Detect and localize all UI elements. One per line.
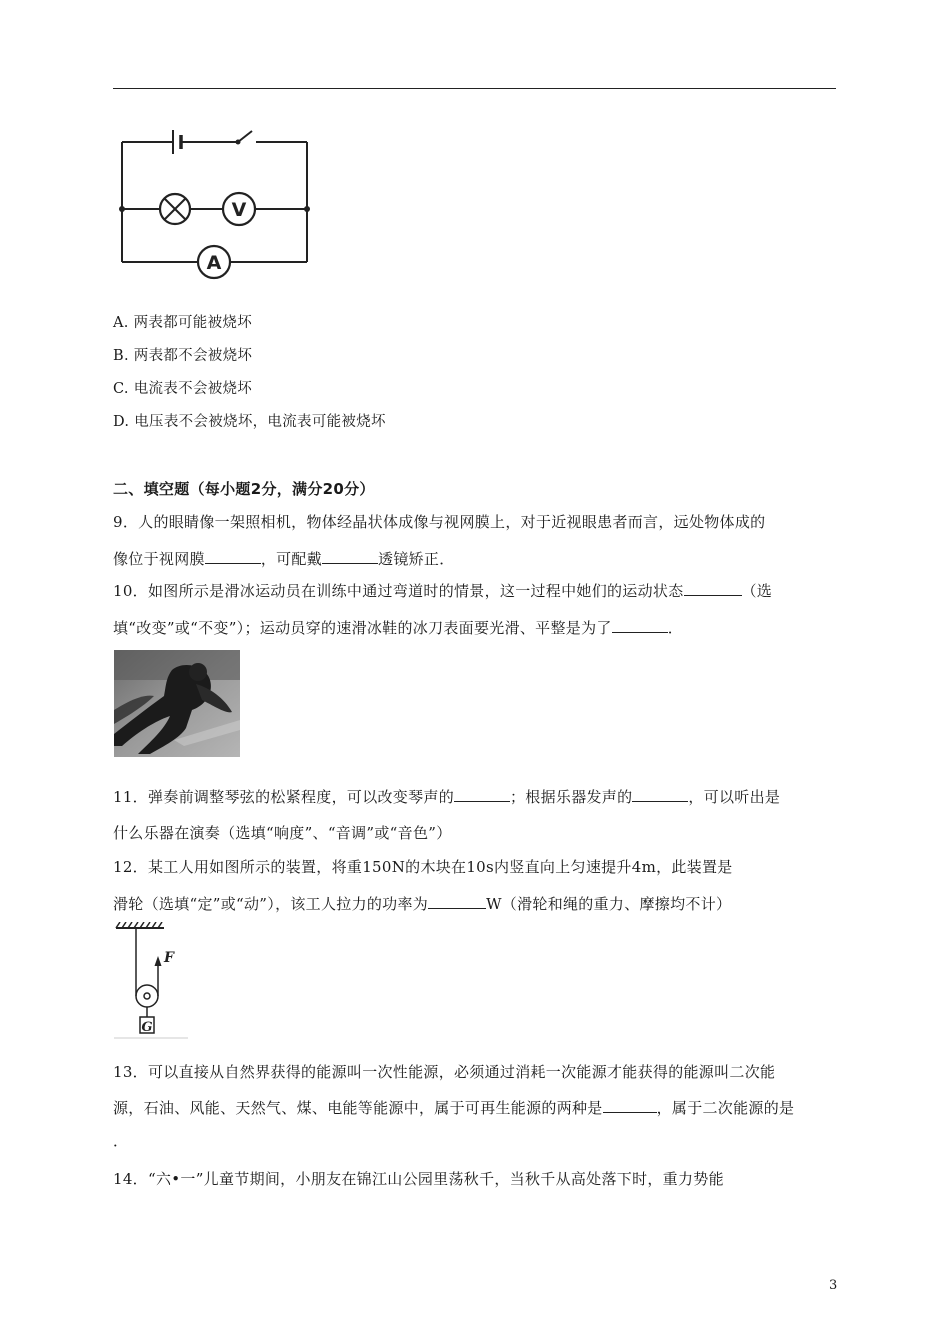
- option-b: B. 两表都不会被烧坏: [113, 348, 253, 364]
- answer-blank[interactable]: [205, 549, 261, 564]
- force-label: F: [164, 950, 174, 966]
- circuit-diagram: [115, 120, 315, 282]
- q10-line1: 10．如图所示是滑冰运动员在训练中通过弯道时的情景，这一过程中她们的运动状态 （选: [113, 582, 773, 600]
- q13-line2: 源，石油、风能、天然气、煤、电能等能源中，属于可再生能源的两种是 ，属于二次能源的是: [113, 1099, 795, 1117]
- q9-line2: 像位于视网膜 ，可配戴 透镜矫正．: [113, 550, 455, 568]
- answer-blank[interactable]: [428, 894, 486, 909]
- q11-line2: 什么乐器在演奏（选填“响度”、“音调”或“音色”）: [113, 824, 452, 842]
- ammeter-label: A: [206, 252, 222, 274]
- answer-blank[interactable]: [454, 787, 510, 802]
- speed-skater-photo: [114, 650, 240, 757]
- option-a: A. 两表都可能被烧坏: [113, 315, 252, 331]
- q13-line1: 13．可以直接从自然界获得的能源叫一次性能源，必须通过消耗一次能源才能获得的能源叫二次能: [113, 1063, 776, 1081]
- answer-blank[interactable]: [603, 1098, 657, 1113]
- answer-blank[interactable]: [684, 581, 742, 596]
- pulley-diagram: [114, 922, 190, 1040]
- q12-line1: 12．某工人用如图所示的装置，将重150N的木块在10s内竖直向上匀速提升4m，此装置是: [113, 858, 733, 876]
- option-c: C. 电流表不会被烧坏: [113, 381, 253, 397]
- lamp-icon: [160, 194, 190, 224]
- page-number: 3: [829, 1278, 838, 1293]
- section-heading: 二、填空题（每小题2分，满分20分）: [113, 480, 375, 498]
- answer-blank[interactable]: [612, 618, 668, 633]
- option-d: D. 电压表不会被烧坏，电流表可能被烧坏: [113, 414, 386, 430]
- answer-blank[interactable]: [632, 787, 688, 802]
- header-rule: [113, 88, 836, 89]
- voltmeter-icon: [223, 193, 255, 225]
- q14-line1: 14．“六•一”儿童节期间，小朋友在锦江山公园里荡秋千，当秋千从高处落下时，重力势能: [113, 1170, 724, 1188]
- ammeter-icon: [198, 246, 230, 278]
- weight-label: G: [141, 1020, 153, 1035]
- q10-line2: 填“改变”或“不变”）；运动员穿的速滑冰鞋的冰刀表面要光滑、平整是为了 ．: [113, 619, 683, 637]
- q11-line1: 11．弹奏前调整琴弦的松紧程度，可以改变琴声的 ；根据乐器发声的 ，可以听出是: [113, 788, 781, 806]
- q9-line1: 9．人的眼睛像一架照相机，物体经晶状体成像与视网膜上，对于近视眼患者而言，远处物体成的: [113, 513, 766, 531]
- answer-blank[interactable]: [322, 549, 378, 564]
- q13-line3: ．: [113, 1132, 129, 1150]
- q12-line2: 滑轮（选填“定”或“动”），该工人拉力的功率为 W（滑轮和绳的重力、摩擦均不计）: [113, 895, 732, 913]
- voltmeter-label: V: [231, 199, 247, 221]
